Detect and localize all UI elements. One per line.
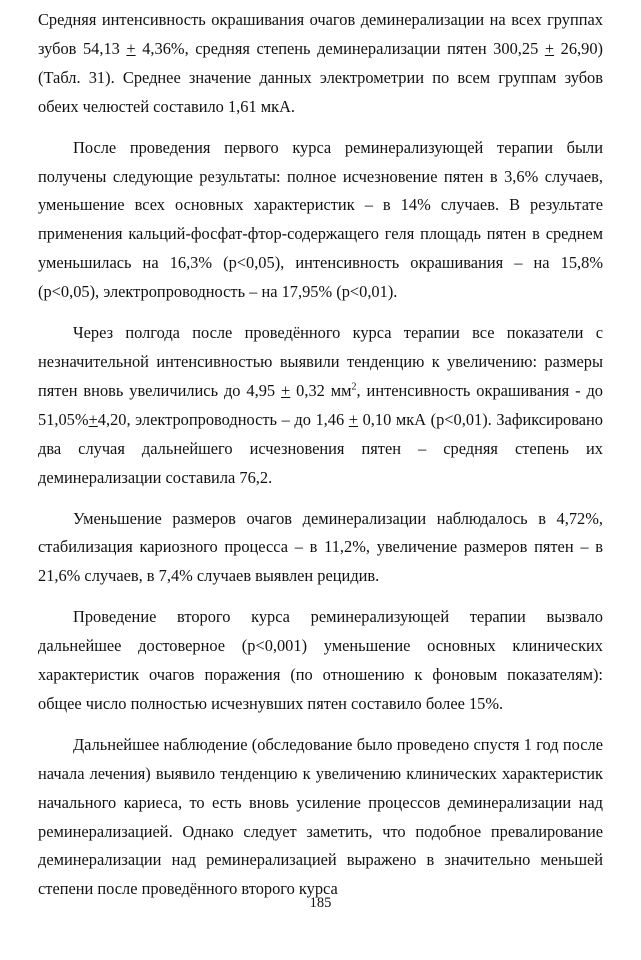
text-span: 0,10 мкА (p<0,01). Зафиксировано два случая дальнейшего исчезновения пятен – средняя степень их деминерализации составила 76,2. — [38, 409, 603, 487]
plus-minus-sign: + — [348, 409, 359, 429]
paragraph-5: Проведение второго курса реминерализующей терапии вызвало дальнейшее достоверное (p<0,001) уменьшение основных клинических характеристик очагов поражения (по отношению к фоновым показателям): общее число полностью исчезнувших пятен составило более 15%. — [38, 607, 603, 713]
plus-minus-sign: + — [88, 409, 98, 429]
text-span: 0,32 мм — [290, 380, 352, 400]
text-span: 4,36%, средняя степень деминерализации пятен 300,25 — [135, 38, 545, 58]
document-body — [38, 6, 603, 904]
plus-minus-sign: + — [281, 380, 291, 400]
plus-minus-sign: + — [544, 38, 555, 58]
page-number: 185 — [309, 895, 332, 911]
superscript: 2 — [351, 381, 357, 393]
text-span: 4,20, электропроводность – до 1,46 — [97, 409, 349, 429]
paragraph-6: Дальнейшее наблюдение (обследование было проведено спустя 1 год после начала лечения) выявило тенденцию к увеличению клинических характеристик начального кариеса, то есть вновь усиление процессов деминерализации над реминерализацией. Однако следует заметить, что подобное превалирование деминерализации над реминерализацией выражено в значительно меньшей степени после проведённого второго курса — [38, 734, 603, 899]
text-span: Через полгода после проведённого курса терапии все показатели с незначительной интенсивностью выявили тенденцию к увеличению: размеры пятен вновь увеличились до 4,95 — [38, 323, 603, 400]
text-span: 26,90) (Табл. 31). Среднее значение данных электрометрии по всем группам зубов обеих челюстей составило 1,61 мкА. — [38, 38, 604, 116]
paragraph-3 — [38, 319, 603, 492]
text-span: Средняя интенсивность окрашивания очагов деминерализации на всех группах зубов 54,13 — [38, 10, 603, 58]
plus-minus-sign: + — [126, 38, 136, 58]
paragraph-2: После проведения первого курса реминерализующей терапии были получены следующие результаты: полное исчезновение пятен в 3,6% случаев, уменьшение всех основных характеристик – в 14% случаев. В результате применения кальций-фосфат-фтор-содержащего геля площадь пятен в среднем уменьшилась на 16,3% (p<0,05), интенсивность окрашивания – на 15,8% (p<0,05), электропроводность – на 17,95% (p<0,01). — [38, 137, 603, 302]
paragraph-1 — [38, 6, 603, 122]
text-span: , интенсивность окрашивания - до 51,05% — [38, 380, 604, 429]
paragraph-4: Уменьшение размеров очагов деминерализации наблюдалось в 4,72%, стабилизация кариозного процесса – в 11,2%, увеличение размеров пятен – в 21,6% случаев, в 7,4% случаев выявлен рецидив. — [38, 508, 603, 586]
